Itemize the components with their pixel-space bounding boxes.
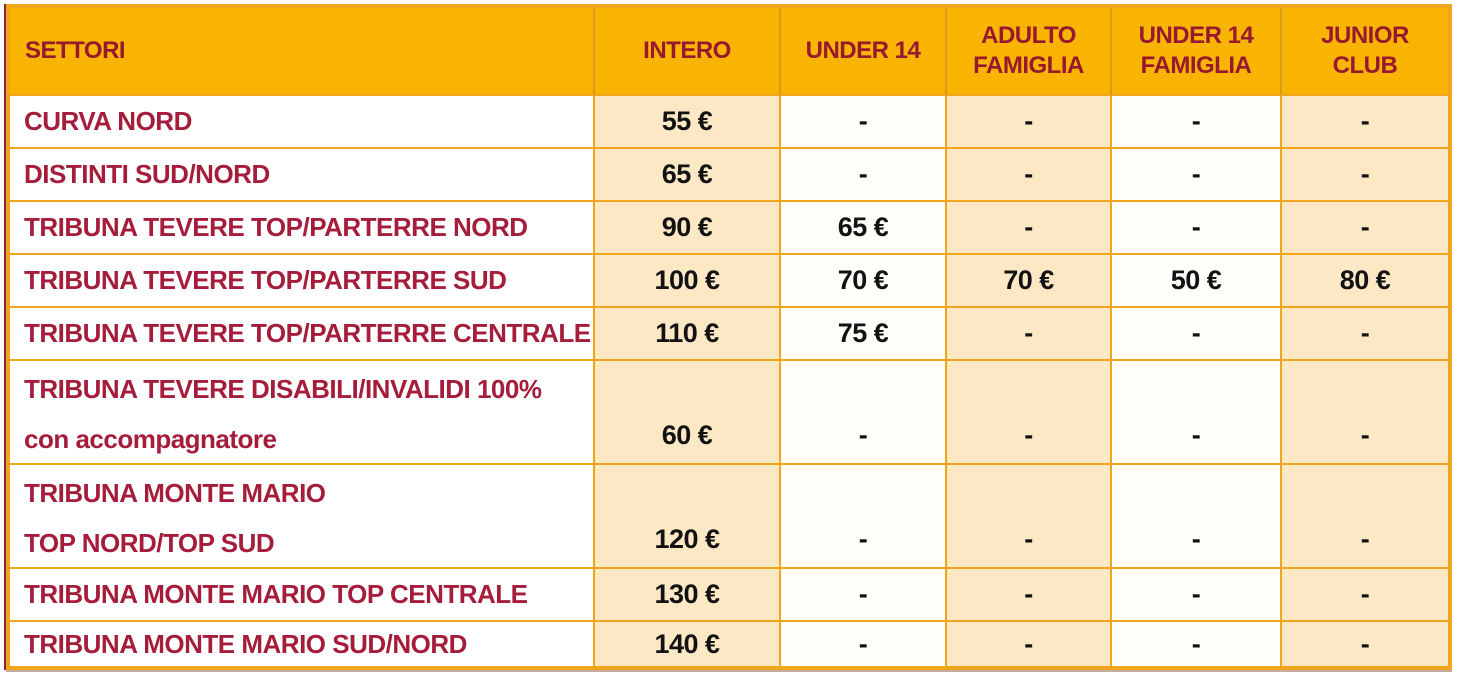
- col-header-label: SETTORI: [25, 37, 126, 64]
- col-header-intero: [595, 8, 781, 96]
- col-header-under14-famiglia: [1112, 8, 1282, 96]
- price-junior-club: 80 €: [1282, 255, 1448, 308]
- col-header-label: UNDER 14: [805, 37, 921, 64]
- price-under14-famiglia: -: [1112, 202, 1282, 255]
- sector-name: TRIBUNA TEVERE TOP/PARTERRE CENTRALE: [24, 318, 591, 348]
- price-table: [6, 4, 1452, 670]
- price-under14-famiglia: -: [1112, 569, 1282, 622]
- col-header-label-line2: FAMIGLIA: [973, 52, 1084, 79]
- price-junior-club: -: [1282, 465, 1448, 569]
- price-intero: 65 €: [595, 149, 781, 202]
- price-under14: -: [781, 361, 947, 465]
- price-junior-club: -: [1282, 308, 1448, 361]
- price-under14-famiglia: -: [1112, 465, 1282, 569]
- col-header-under14: [781, 8, 947, 96]
- price-under14: -: [781, 465, 947, 569]
- price-junior-club: -: [1282, 622, 1448, 666]
- price-adulto-famiglia: -: [947, 622, 1112, 666]
- sector-label: [10, 308, 595, 361]
- price-under14: 75 €: [781, 308, 947, 361]
- price-intero: 90 €: [595, 202, 781, 255]
- price-under14: 70 €: [781, 255, 947, 308]
- sector-name-line2: con accompagnatore: [24, 424, 277, 454]
- col-header-settori: [10, 8, 595, 96]
- price-intero: 120 €: [595, 465, 781, 569]
- price-adulto-famiglia: -: [947, 202, 1112, 255]
- price-under14-famiglia: -: [1112, 149, 1282, 202]
- sector-label: [10, 202, 595, 255]
- table-row-monte-mario-top-centrale: [10, 569, 1448, 622]
- price-under14: 65 €: [781, 202, 947, 255]
- price-intero: 140 €: [595, 622, 781, 666]
- price-under14-famiglia: -: [1112, 361, 1282, 465]
- sector-name: TRIBUNA TEVERE TOP/PARTERRE SUD: [24, 265, 507, 295]
- table-row-tevere-sud: [10, 255, 1448, 308]
- price-under14: -: [781, 96, 947, 149]
- price-junior-club: -: [1282, 361, 1448, 465]
- price-junior-club: -: [1282, 149, 1448, 202]
- price-adulto-famiglia: -: [947, 96, 1112, 149]
- sector-name: CURVA NORD: [24, 106, 192, 136]
- table-row-curva-nord: [10, 96, 1448, 149]
- price-junior-club: -: [1282, 569, 1448, 622]
- price-intero: 60 €: [595, 361, 781, 465]
- col-header-label-line1: UNDER 14: [1138, 22, 1254, 49]
- price-under14: -: [781, 622, 947, 666]
- sector-label: [10, 569, 595, 622]
- price-under14-famiglia: 50 €: [1112, 255, 1282, 308]
- price-intero: 55 €: [595, 96, 781, 149]
- price-under14-famiglia: -: [1112, 308, 1282, 361]
- price-intero: 110 €: [595, 308, 781, 361]
- col-header-label-line2: FAMIGLIA: [1140, 52, 1252, 79]
- sector-name: DISTINTI SUD/NORD: [24, 159, 270, 189]
- price-adulto-famiglia: -: [947, 361, 1112, 465]
- col-header-adulto-famiglia: [947, 8, 1112, 96]
- price-adulto-famiglia: 70 €: [947, 255, 1112, 308]
- col-header-label: INTERO: [643, 37, 731, 64]
- sector-name-line1: TRIBUNA MONTE MARIO: [24, 478, 326, 508]
- table-row-monte-mario-top: [10, 465, 1448, 569]
- table-row-tevere-centrale: [10, 308, 1448, 361]
- sector-label: [10, 622, 595, 666]
- sector-name: TRIBUNA MONTE MARIO SUD/NORD: [24, 628, 467, 659]
- sector-label: [10, 255, 595, 308]
- table-header-row: [10, 8, 1448, 96]
- table-row-monte-mario-sud-nord: [10, 622, 1448, 666]
- sector-name: TRIBUNA TEVERE TOP/PARTERRE NORD: [24, 212, 528, 242]
- price-junior-club: -: [1282, 96, 1448, 149]
- sector-label: [10, 149, 595, 202]
- sector-label: [10, 361, 595, 465]
- sector-name: TRIBUNA MONTE MARIO TOP CENTRALE: [24, 579, 528, 609]
- sector-name-line1: TRIBUNA TEVERE DISABILI/INVALIDI 100%: [24, 374, 542, 404]
- col-header-label-line2: CLUB: [1332, 52, 1398, 79]
- col-header-label-line1: JUNIOR: [1321, 22, 1409, 49]
- table-row-distinti: [10, 149, 1448, 202]
- price-adulto-famiglia: -: [947, 308, 1112, 361]
- price-adulto-famiglia: -: [947, 569, 1112, 622]
- price-under14: -: [781, 569, 947, 622]
- price-junior-club: -: [1282, 202, 1448, 255]
- price-under14-famiglia: -: [1112, 96, 1282, 149]
- col-header-junior-club: [1282, 8, 1448, 96]
- table-row-tevere-disabili: [10, 361, 1448, 465]
- price-adulto-famiglia: -: [947, 149, 1112, 202]
- sector-name-line2: TOP NORD/TOP SUD: [24, 528, 275, 558]
- table-row-tevere-nord: [10, 202, 1448, 255]
- sector-label: [10, 465, 595, 569]
- price-intero: 100 €: [595, 255, 781, 308]
- price-under14-famiglia: -: [1112, 622, 1282, 666]
- price-adulto-famiglia: -: [947, 465, 1112, 569]
- sector-label: [10, 96, 595, 149]
- col-header-label-line1: ADULTO: [981, 22, 1076, 49]
- price-under14: -: [781, 149, 947, 202]
- price-intero: 130 €: [595, 569, 781, 622]
